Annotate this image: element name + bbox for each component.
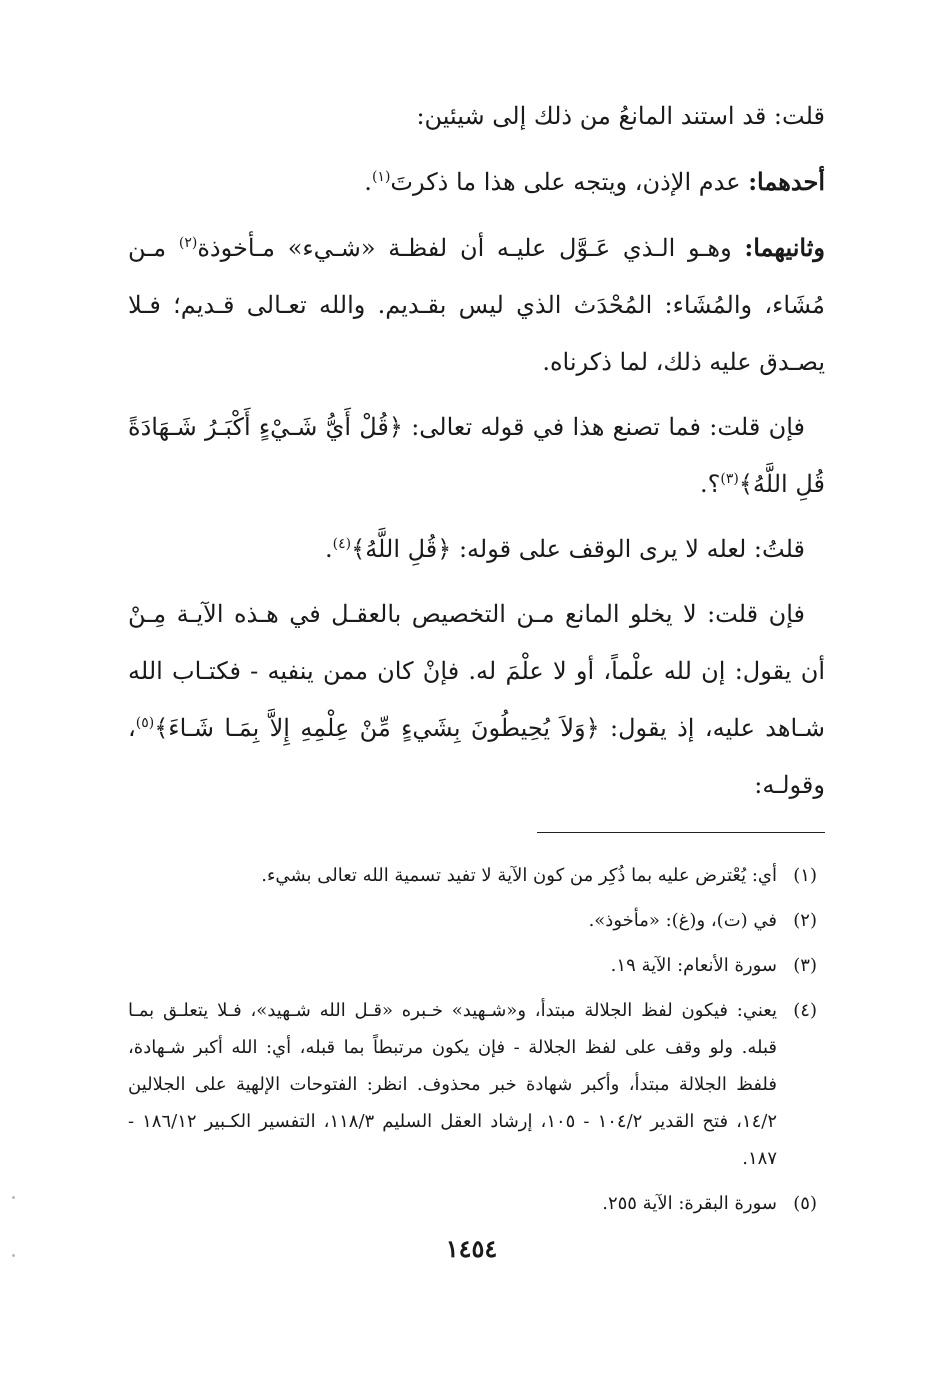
footnote-ref-4: (٤) [332, 536, 352, 552]
paragraph-4 [128, 399, 825, 513]
paragraph-6-text: فإن قلت: لا يخلو المانع مـن التخصيص بالعقـل في هـذه الآيـة مِـنْ أن يقول: إن لله علْماً، أو لا علْمَ له. فإنْ كان ممن ينفيه - فكتـاب الله شـاهد عليه، إذ يقول: ﴿وَلاَ يُحِيطُونَ بِشَيءٍ مِّنْ عِلْمِهِ إِلاَّ بِمَـا شَـاءَ﴾ [128, 600, 825, 742]
footnote-number: (٣) [793, 955, 817, 976]
footnote-ref-3: (٣) [720, 471, 739, 487]
paragraph-2-tail: . [364, 168, 372, 196]
paragraph-5 [128, 521, 825, 578]
footnote-text: سورة البقرة: الآية ٢٥٥. [602, 1193, 777, 1214]
paragraph-5-tail: . [325, 535, 333, 563]
paragraph-3-lead: وثانيهما: [744, 233, 825, 262]
document-page [128, 88, 825, 1374]
footnote-ref-1: (١) [371, 169, 391, 185]
page-number: ١٤٥٤ [445, 1234, 498, 1263]
paragraph-2 [128, 153, 825, 211]
footnote-ref-5: (٥) [135, 715, 155, 731]
footnote-number: (٢) [793, 910, 817, 931]
footnote-text: سورة الأنعام: الآية ١٩. [610, 955, 777, 976]
paragraph-2-text: عدم الإذن، ويتجه على هذا ما ذكرتَ [390, 168, 749, 196]
footnotes [128, 857, 825, 1222]
paragraph-3-text: وهـو الـذي عَـوَّل عليـه أن لفظـة «شـيء» مـأخوذة [197, 234, 745, 262]
scan-speck [12, 1196, 15, 1199]
footnote-1 [128, 857, 817, 894]
footnote-text: في (ت)، و(غ): «مأخوذ». [588, 910, 777, 931]
paragraph-3-tail: مـن مُشَاء، والمُشَاء: المُحْدَث الذي ليس بقـديم. والله تعـالى قـديم؛ فـلا يصـدق عليه ذلك، لما ذكرناه. [128, 234, 825, 376]
paragraph-4-text: فإن قلت: فما تصنع هذا في قوله تعالى: ﴿قُلْ أَيُّ شَـيْءٍ أَكْبَـرُ شَـهَادَةً قُلِ اللَّهُ﴾ [128, 413, 825, 498]
footnote-4 [128, 992, 817, 1177]
paragraph-6-tail: ، وقولـه: [128, 714, 825, 799]
paragraph-6 [128, 586, 825, 814]
footnote-text: يعني: فيكون لفظ الجلالة مبتدأ، و«شـهيد» خـبره «قـل الله شـهيد»، فـلا يتعلـق بمـا قبله. ولو وقف على لفظ الجلالة - فإن يكون مرتبطاً بما قبله، أي: الله أكبر شـهادة، فلفظ الجلالة مبتدأ، وأكبر شهادة خبر محذوف. انظر: الفتوحات الإلهية على الجلالين ١٤/٢، فتح القدير ١٠٤/٢ - ١٠٥، إرشاد العقل السليم ١١٨/٣، التفسير الكـبير ١٨٦/١٢ - ١٨٧. [128, 1000, 777, 1169]
paragraph-2-lead: أحدهما: [748, 167, 825, 196]
footnote-number: (١) [793, 865, 817, 886]
paragraph-4-tail: ؟. [700, 470, 721, 498]
footnote-ref-2: (٢) [178, 235, 198, 251]
paragraph-3 [128, 219, 825, 391]
footnote-number: (٥) [793, 1193, 817, 1214]
paragraph-5-text: قلتُ: لعله لا يرى الوقف على قوله: ﴿قُلِ اللَّهُ﴾ [351, 535, 805, 563]
main-text [128, 88, 825, 814]
footnote-separator [537, 832, 825, 833]
footnote-number: (٤) [793, 1000, 817, 1021]
paragraph-1-text: قلت: قد استند المانعُ من ذلك إلى شيئين: [416, 102, 825, 130]
footnote-3 [128, 947, 817, 984]
paragraph-1 [128, 88, 825, 145]
footnote-2 [128, 902, 817, 939]
footnote-5 [128, 1185, 817, 1222]
scan-speck [12, 1254, 15, 1257]
footnote-text: أي: يُعْترض عليه بما ذُكِر من كون الآية لا تفيد تسمية الله تعالى بشيء. [261, 865, 777, 886]
